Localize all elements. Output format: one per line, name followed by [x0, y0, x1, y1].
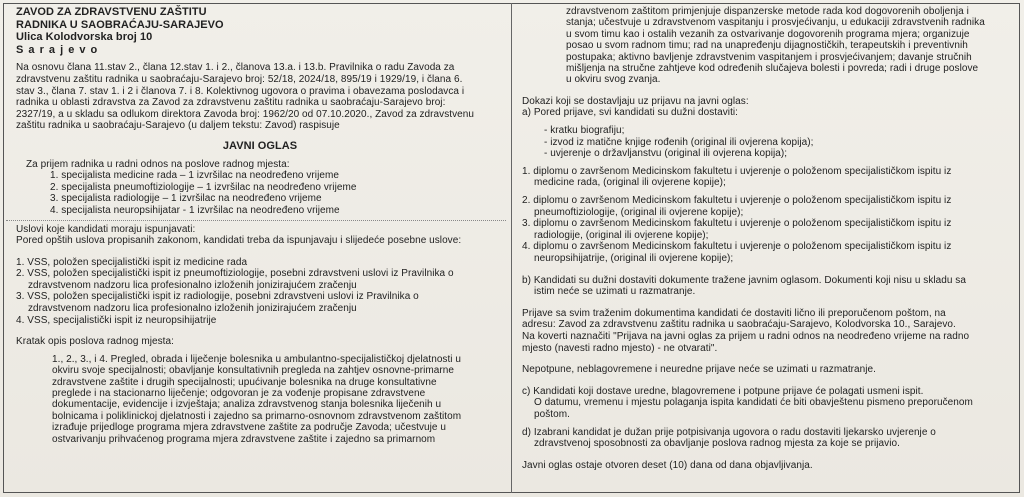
cont-line: mišljenja na stručne zahtjeve kod određenih slučajeva bolesti i povreda; radi i druge poslove: [566, 63, 979, 75]
prijave-line: mjesto (navesti radno mjesto) - ne otvarati".: [522, 342, 718, 354]
c-line: O datumu, vremenu i mjestu polaganja ispita kandidati će biti obavještenu pismeno preporučenom: [534, 397, 973, 409]
dash-item: - izvod iz matične knjige rođenih (original ili ovjerena kopija);: [544, 136, 814, 148]
diplomas-list: [522, 166, 1012, 265]
uslovi-intro: Pored opštih uslova propisanih zakonom, kandidati treba da ispunjavaju i slijedeće posebne uslove:: [16, 235, 462, 247]
intro-line: Na osnovu člana 11.stav 2., člana 12.stav 1. i 2., članova 13.a. i 13.b. Pravilnika o radu Zavoda za: [16, 62, 455, 74]
dash-item: - uvjerenje o državljanstvu (original ili ovjerena kopija);: [544, 148, 788, 160]
dokazi-a: a) Pored prijave, svi kandidati su dužni dostaviti:: [522, 107, 738, 119]
diploma-item-cont: radiologije, (original ili ovjerene kopije);: [534, 229, 709, 241]
uslovi-title: Uslovi koje kandidati moraju ispunjavati:: [16, 223, 196, 235]
dash-list: [522, 125, 1012, 160]
position-item: 4. specijalista neuropsihijatar - 1 izvršilac na neodređeno vrijeme: [50, 204, 340, 216]
diploma-item-cont: pneumoftiziologije, (original ili ovjerene kopije);: [534, 206, 744, 218]
diploma-item-cont: neuropsihijatrije, (original ili ovjerene kopije);: [534, 252, 734, 264]
prijave-line: adresu: Zavod za zdravstvenu zaštitu radnika u saobraćaju-Sarajevo, Kolodvorska 10., Sarajevo.: [522, 319, 956, 331]
nepotpune-text: Nepotpune, neblagovremene i neuredne prijave neće se uzimati u razmatranje.: [522, 364, 876, 376]
intro-line: radnika u oblasti zdravstva za Zavod za zdravstvenu zaštitu radnika u saobraćaju-Sarajevo broj:: [16, 97, 446, 109]
opis-line: okviru svoje specijalnosti; obavljanje konsultativnih pregleda na zahtjev osnovne-primarne: [52, 365, 454, 377]
header-line: ZAVOD ZA ZDRAVSTVENU ZAŠTITU: [16, 6, 207, 18]
dash-item: - kratku biografiju;: [544, 125, 625, 137]
column-divider: [511, 3, 512, 493]
positions-list: [16, 170, 504, 216]
dokazi-title: Dokazi koji se dostavljaju uz prijavu na javni oglas:: [522, 95, 749, 107]
opis-line: izrađuje prijedloge programa mjera zdravstvene zaštite za područje Zavoda; učestvuje u: [52, 422, 446, 434]
condition-item-cont: zdravstvenom nadzoru lica profesionalno izloženih jonizirajućem zračenju: [28, 279, 357, 291]
continued-paragraph: [522, 6, 1012, 86]
position-item: 3. specijalista radiologije – 1 izvršilac na neodređeno vrijeme: [50, 193, 322, 205]
za-prijem-text: Za prijem radnika u radni odnos na poslove radnog mjesta:: [26, 158, 290, 170]
header-line: Ulica Kolodvorska broj 10: [16, 31, 153, 44]
dotted-separator: [6, 220, 506, 221]
header-line: S a r a j e v o: [16, 43, 99, 56]
diploma-item: 4. diplomu o završenom Medicinskom fakultetu i uvjerenje o položenom specijalističkom ispitu iz: [522, 241, 952, 253]
c-line: c) Kandidati koji dostave uredne, blagovremene i potpune prijave će polagati usmeni ispit.: [522, 385, 924, 397]
position-item: 1. specijalista medicine rada – 1 izvršilac na neodređeno vrijeme: [50, 170, 339, 182]
section-d: [522, 427, 1012, 450]
diploma-item: 2. diplomu o završenom Medicinskom fakultetu i uvjerenje o položenom specijalističkom ispitu iz: [522, 195, 952, 206]
prijave-paragraph: [522, 308, 1012, 354]
diploma-item-cont: medicine rada, (original ili ovjerene kopije);: [534, 177, 726, 189]
opis-line: preglede i na stacionarno liječenje; odgovoran je za vođenje propisane zdravstvene: [52, 388, 426, 400]
section-b: [522, 275, 1012, 298]
opis-paragraph: [16, 354, 504, 445]
prijave-line: Prijave sa svim traženim dokumentima kandidati će dostaviti lično ili preporučenom poštom, na: [522, 307, 946, 319]
d-line: d) Izabrani kandidat je dužan prije potpisivanja ugovora o radu dostaviti ljekarsko uvjerenje o: [522, 426, 936, 438]
opis-title: Kratak opis poslova radnog mjesta:: [16, 336, 174, 348]
institution-header: [16, 6, 504, 56]
condition-item: 4. VSS, specijalistički ispit iz neuropsihijatrije: [16, 314, 217, 326]
b-line: istim neće se uzimati u razmatranje.: [534, 286, 696, 298]
intro-line: 2327/19, a u skladu sa odlukom direktora Zavoda broj: 1962/20 od 07.10.2020., Zavod za zdravstvenu: [16, 108, 474, 120]
opis-line: zdravstvene zaštite i drugih specijalnosti; upućivanje bolesnika na druge konsultativne: [52, 376, 437, 388]
intro-line: zdravstvenu zaštitu radnika u saobraćaju-Sarajevo broj: 52/18, 2024/18, 895/19 i 1929/19, i člana 6.: [16, 73, 463, 85]
cont-line: postupaka; aktivno bavljenje zdravstvenim vaspitanjem i prosvjećivanjem; davanje stručnih: [566, 51, 972, 63]
conditions-list: [16, 257, 504, 327]
c-line: poštom.: [534, 408, 570, 420]
cont-line: zdravstvenom zaštitom primjenjuje dispanzerske metode rada kod dogovorenih oboljenja i: [566, 6, 969, 17]
left-column: [16, 6, 504, 445]
section-c: [522, 386, 1012, 421]
intro-paragraph: [16, 62, 504, 132]
d-line: zdravstvenoj sposobnosti za obavljanje poslova radnog mjesta za koje se prijavio.: [534, 438, 900, 450]
header-line: RADNIKA U SAOBRAĆAJU-SARAJEVO: [16, 18, 224, 31]
opis-line: dokumentacije, evidencije i izvještaja; analiza zdravstvenog stanja bolesnika liječenih u: [52, 399, 442, 411]
b-line: b) Kandidati su dužni dostaviti dokumente tražene javnim oglasom. Dokumenti koji nisu u skladu sa: [522, 274, 966, 286]
diploma-item: 1. diplomu o završenom Medicinskom fakultetu i uvjerenje o položenom specijalističkom ispitu iz: [522, 165, 952, 177]
cont-line: stanja; učestvuje u zdravstvenom vaspitanju i prosvjećivanju, u edukaciji zdravstvenih radnika: [566, 17, 985, 29]
cont-line: posao u svom radnom timu; rad na unapređenju dijagnostičkih, terapeutskih i preventivnih: [566, 40, 968, 52]
opis-line: ostvarivanju prihvaćenog programa mjera zdravstvene zaštite i zajedno sa primarnom: [52, 433, 436, 445]
intro-line: zaštitu radnika u saobraćaju-Sarajevo (u daljem tekstu: Zavod) raspisuje: [16, 120, 340, 132]
document-title: JAVNI OGLAS: [222, 139, 298, 152]
prijave-line: Na koverti naznačiti "Prijava na javni oglas za prijem u radni odnos na neodređeno vrijeme na radno: [522, 330, 970, 342]
opis-line: bolnicama i poliklinickoj djelatnosti i zajedno sa primarno-osnovnom zdravstvenom zaštitom: [52, 410, 462, 422]
opis-line: 1., 2., 3., i 4. Pregled, obrada i liječenje bolesnika u ambulantno-specijalističkoj djelatnosti u: [52, 353, 462, 365]
condition-item: 1. VSS, položen specijalistički ispit iz medicine rada: [16, 256, 248, 268]
position-item: 2. specijalista pneumoftiziologije – 1 izvršilac na neodređeno vrijeme: [50, 181, 357, 193]
condition-item: 2. VSS, položen specijalistički ispit iz pneumoftiziologije, posebni zdravstveni uslovi iz Pravilnika o: [16, 268, 454, 280]
cont-line: u okviru svog zvanja.: [566, 74, 661, 86]
footer-text: Javni oglas ostaje otvoren deset (10) dana od dana objavljivanja.: [522, 459, 813, 471]
diploma-item: 3. diplomu o završenom Medicinskom fakultetu i uvjerenje o položenom specijalističkom ispitu iz: [522, 218, 952, 230]
condition-item: 3. VSS, položen specijalistički ispit iz radiologije, posebni zdravstveni uslovi iz Pravilnika o: [16, 291, 419, 303]
right-column: [522, 6, 1012, 471]
intro-line: stav 3., člana 7. stav 1. i 2 i članova 7. i 8. Kolektivnog ugovora o pravima i obavezama poslodavca i: [16, 85, 465, 97]
condition-item-cont: zdravstvenom nadzoru lica profesionalno izloženih jonizirajućem zračenju: [28, 303, 357, 315]
cont-line: u svom timu kao i ostalih vezanih za ostvarivanje dogovorenih programa mjera; organizuje: [566, 28, 970, 40]
